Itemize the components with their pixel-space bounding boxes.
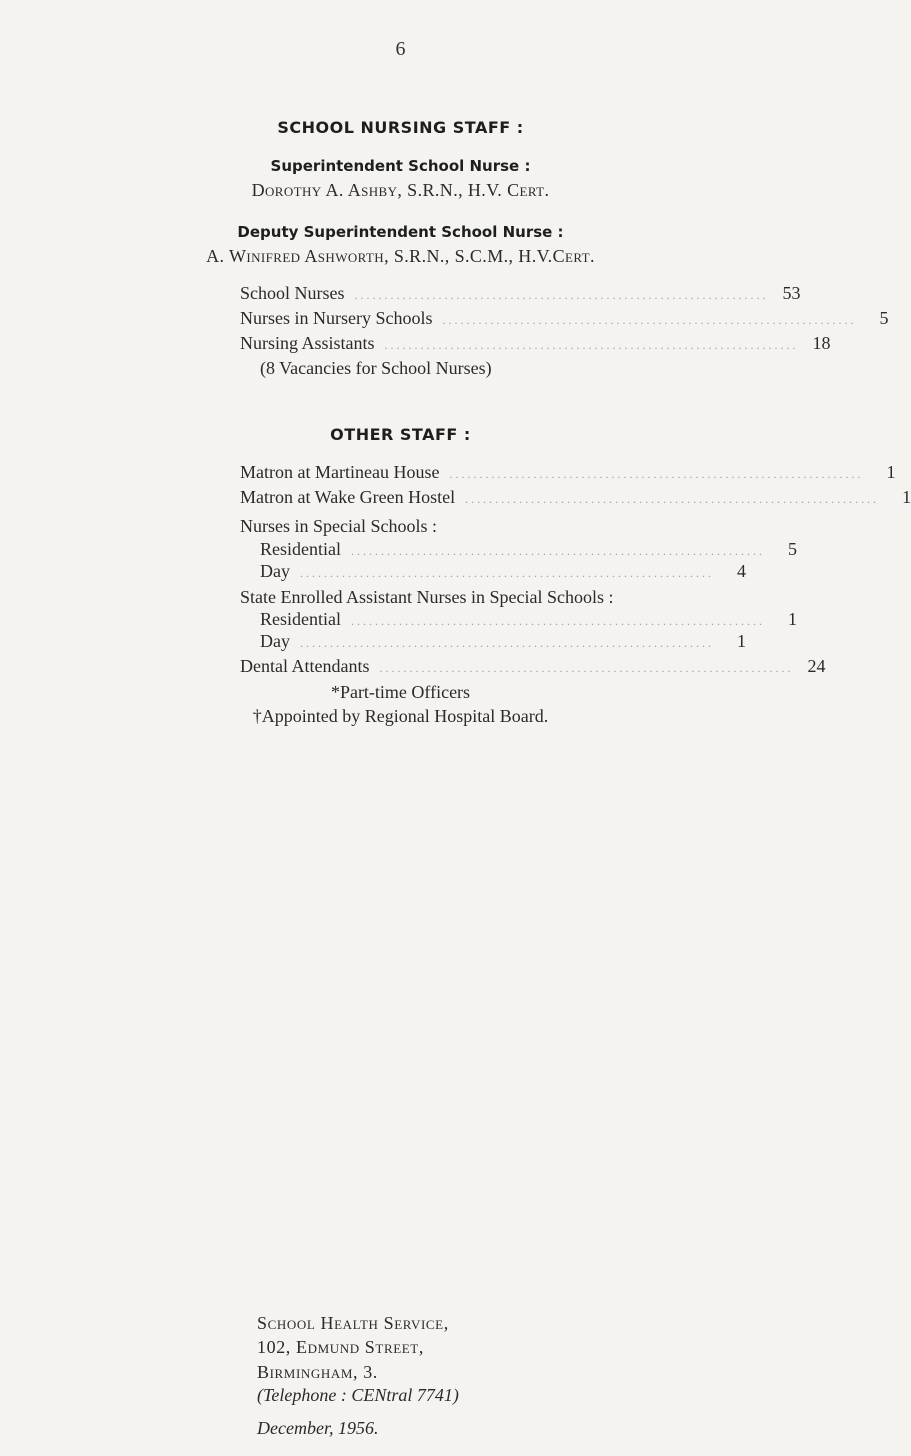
row-value: 18	[812, 333, 831, 353]
row-label: Matron at Martineau House	[240, 462, 440, 482]
row-value: 1	[737, 631, 746, 651]
staff-row-school-nurses	[240, 283, 801, 307]
row-value: 1	[886, 462, 896, 482]
footer-telephone: (Telephone : CENtral 7741)	[257, 1385, 459, 1405]
row-label: Dental Attendants	[240, 656, 370, 676]
row-value: 24	[807, 656, 826, 676]
row-label: Residential	[260, 609, 341, 629]
superintendent-title: Superintendent School Nurse :	[270, 157, 531, 175]
row-label: School Nurses	[240, 283, 345, 303]
row-label: Nursing Assistants	[240, 333, 375, 353]
school-nursing-staff-heading: SCHOOL NURSING STAFF :	[277, 118, 524, 137]
special-schools-heading: Nurses in Special Schools :	[240, 516, 437, 536]
superintendent-name: Dorothy A. Ashby, S.R.N., H.V. Cert.	[251, 180, 550, 200]
deputy-title: Deputy Superintendent School Nurse :	[237, 223, 564, 241]
page-number: 6	[395, 38, 406, 60]
part-time-note: *Part-time Officers	[330, 682, 471, 702]
other-staff-heading: OTHER STAFF :	[330, 425, 471, 444]
row-value: 1	[787, 609, 797, 629]
staff-row-matron-wake-green	[240, 487, 911, 511]
leader-dots: .....................................................................	[465, 492, 880, 506]
row-label: Day	[260, 561, 290, 581]
leader-dots: .....................................................................	[350, 544, 765, 558]
staff-row-nursery-nurses	[240, 308, 889, 332]
footer-street: 102, Edmund Street,	[257, 1337, 424, 1357]
staff-row-special-day	[260, 561, 746, 585]
appointed-note: †Appointed by Regional Hospital Board.	[252, 706, 549, 726]
row-value: 1	[902, 487, 911, 507]
vacancies-note: (8 Vacancies for School Nurses)	[260, 358, 492, 378]
footer-date: December, 1956.	[257, 1418, 379, 1438]
leader-dots: .....................................................................	[384, 338, 799, 352]
leader-dots: .....................................................................	[300, 566, 714, 580]
row-value: 53	[782, 283, 801, 303]
deputy-name: A. Winifred Ashworth, S.R.N., S.C.M., H.V.Cert.	[206, 246, 595, 266]
staff-row-dental-attendants	[240, 656, 826, 680]
row-value: 5	[879, 308, 889, 328]
footer-city: Birmingham, 3.	[257, 1362, 378, 1382]
leader-dots: .....................................................................	[300, 636, 714, 650]
leader-dots: .....................................................................	[442, 313, 857, 327]
row-value: 5	[787, 539, 797, 559]
row-label: Nurses in Nursery Schools	[240, 308, 433, 328]
leader-dots: .....................................................................	[379, 661, 794, 675]
leader-dots: .....................................................................	[354, 288, 769, 302]
row-label: Day	[260, 631, 290, 651]
staff-row-nursing-assistants	[240, 333, 831, 357]
enrolled-assistants-heading: State Enrolled Assistant Nurses in Special Schools :	[240, 587, 614, 607]
footer-service-name: School Health Service,	[257, 1313, 449, 1333]
staff-row-matron-martineau	[240, 462, 896, 486]
staff-row-enrolled-day	[260, 631, 746, 655]
leader-dots: .....................................................................	[350, 614, 765, 628]
row-value: 4	[737, 561, 746, 581]
leader-dots: .....................................................................	[449, 467, 864, 481]
staff-row-enrolled-residential	[260, 609, 797, 633]
staff-row-special-residential	[260, 539, 797, 563]
row-label: Matron at Wake Green Hostel	[240, 487, 456, 507]
row-label: Residential	[260, 539, 341, 559]
